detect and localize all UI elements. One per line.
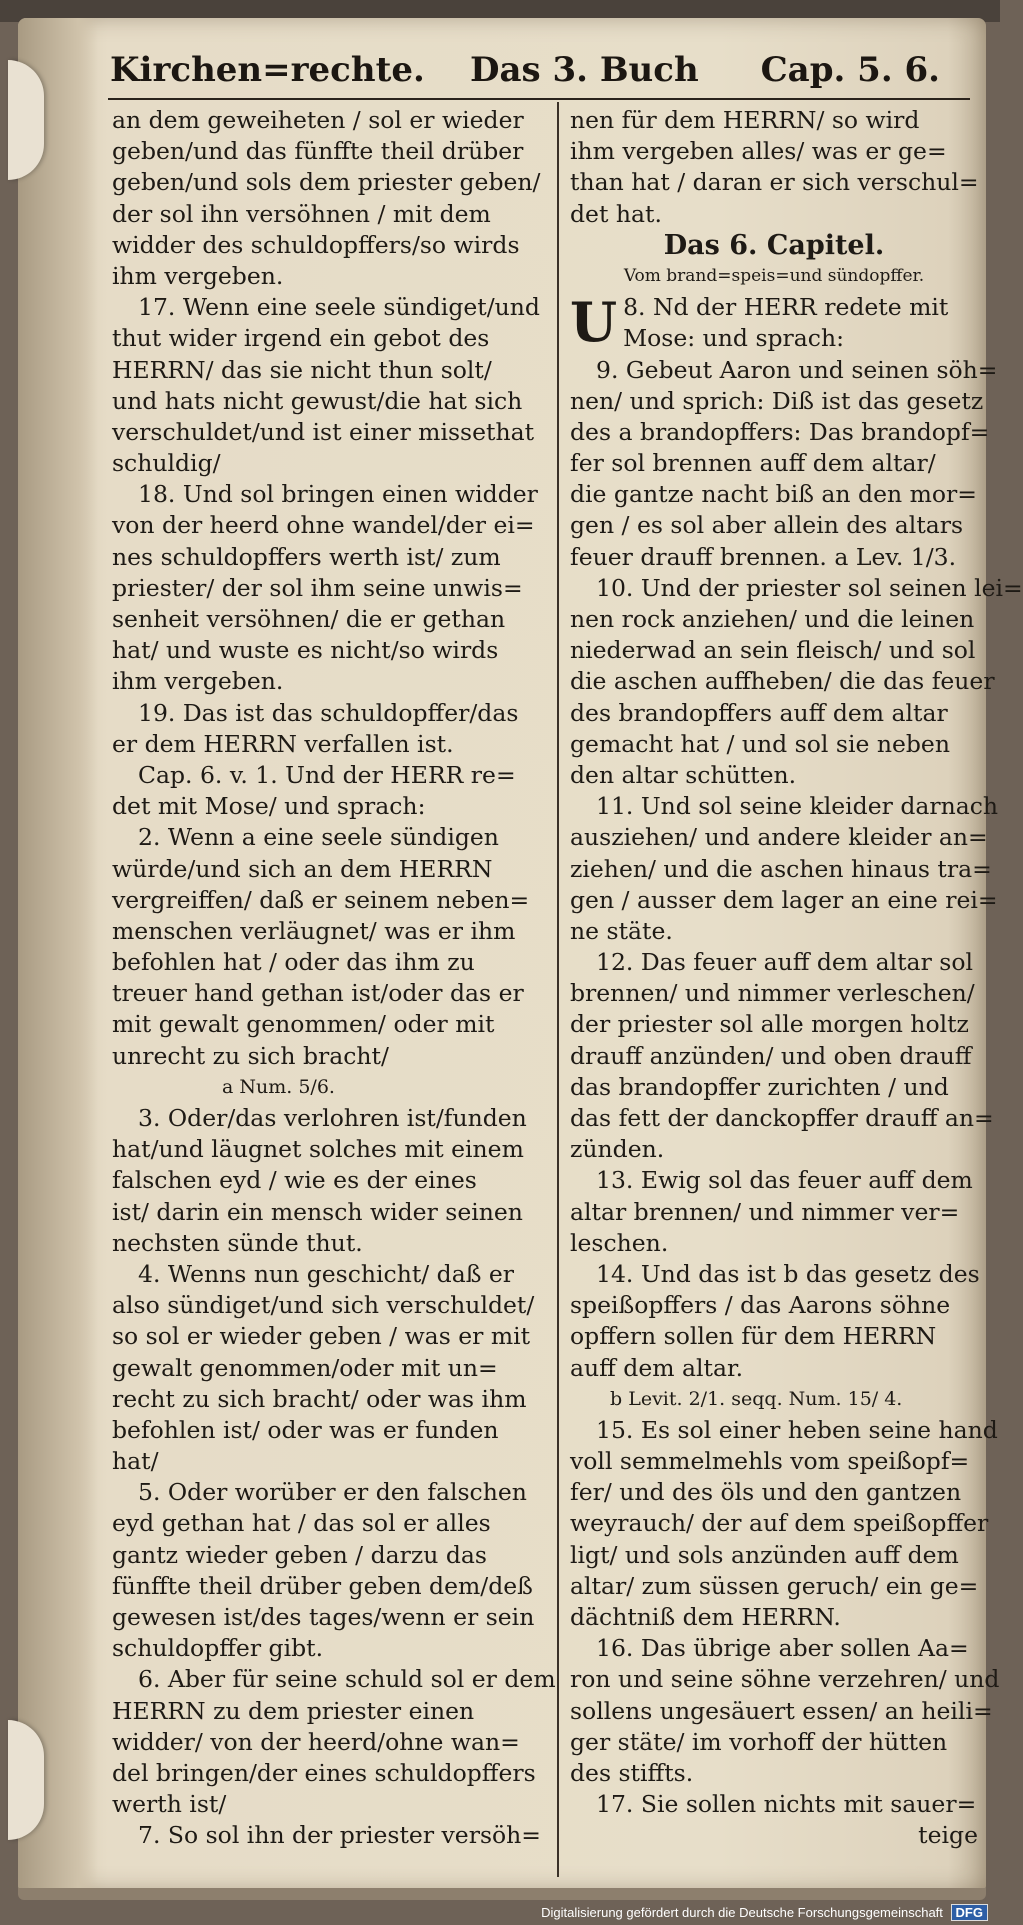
text-line: auff dem altar. <box>570 1353 744 1382</box>
text-line: ihm vergeben alles/ was er ge= <box>570 137 947 166</box>
text-line: 17. Wenn eine seele sündiget/und <box>138 293 540 322</box>
text-line: Cap. 6. v. 1. Und der HERR re= <box>138 760 516 789</box>
text-line: 19. Das ist das schuldopffer/das <box>138 698 519 727</box>
text-line: gen / ausser dem lager an eine rei= <box>570 885 998 914</box>
text-line: 11. Und sol seine kleider darnach <box>596 792 999 821</box>
text-line: befohlen ist/ oder was er funden <box>112 1415 499 1444</box>
page-edge <box>18 1888 986 1900</box>
text-line: nes schuldopffers werth ist/ zum <box>112 542 501 571</box>
text-line: 12. Das feuer auff dem altar sol <box>596 948 973 977</box>
text-line: ausziehen/ und andere kleider an= <box>570 823 988 852</box>
text-line: 15. Es sol einer heben seine hand <box>596 1415 998 1444</box>
text-line: 13. Ewig sol das feuer auff dem <box>596 1166 973 1195</box>
text-line: ger stäte/ im vorhoff der hütten <box>570 1727 948 1756</box>
text-line: der sol ihn versöhnen / mit dem <box>112 199 491 228</box>
text-line: ihm vergeben. <box>112 261 284 290</box>
header-right: Cap. 5. 6. <box>760 50 940 90</box>
initial-letter: U <box>570 290 618 355</box>
text-line: gantz wieder geben / darzu das <box>112 1540 487 1569</box>
text-line: 14. Und das ist b das gesetz des <box>596 1259 980 1288</box>
funding-text: Digitalisierung gefördert durch die Deutsche Forschungsgemeinschaft <box>541 1905 943 1920</box>
text-line: mit gewalt genommen/ oder mit <box>112 1010 495 1039</box>
text-line: det mit Mose/ und sprach: <box>112 792 426 821</box>
left-column <box>112 105 556 1852</box>
text-line: niederwad an sein fleisch/ und sol <box>570 636 976 665</box>
text-line: 18. Und sol bringen einen widder <box>138 480 538 509</box>
text-line: 5. Oder worüber er den falschen <box>138 1478 527 1507</box>
text-line: brennen/ und nimmer verleschen/ <box>570 979 975 1008</box>
page-clip-top <box>8 60 44 180</box>
text-line: unrecht zu sich bracht/ <box>112 1041 389 1070</box>
text-line: thut wider irgend ein gebot des <box>112 324 490 353</box>
text-line: speißopffers / das Aarons söhne <box>570 1291 951 1320</box>
text-line: nen rock anziehen/ und die leinen <box>570 605 975 634</box>
text-line: ist/ darin ein mensch wider seinen <box>112 1197 523 1226</box>
text-line: 3. Oder/das verlohren ist/funden <box>138 1104 527 1132</box>
footnote: b Levit. 2/1. seqq. Num. 15/ 4. <box>610 1387 903 1410</box>
text-line: befohlen hat / oder das ihm zu <box>112 948 475 977</box>
text-line: ihm vergeben. <box>112 667 284 696</box>
running-header <box>110 50 940 100</box>
text-line: gemacht hat / und sol sie neben <box>570 729 950 758</box>
text-line: an dem geweiheten / sol er wieder <box>112 106 524 134</box>
text-line: sollens ungesäuert essen/ an heili= <box>570 1696 993 1725</box>
page-gutter <box>18 18 98 1890</box>
funding-note <box>541 1904 988 1921</box>
text-line: det hat. <box>570 199 662 228</box>
text-line: und hats nicht gewust/die hat sich <box>112 386 523 415</box>
text-line: altar/ zum süssen geruch/ ein ge= <box>570 1571 979 1600</box>
text-line: ligt/ und sols anzünden auff dem <box>570 1540 959 1569</box>
text-line: nen für dem HERRN/ so wird <box>570 106 920 134</box>
text-line: 7. So sol ihn der priester versöh= <box>138 1821 541 1850</box>
text-line: altar brennen/ und nimmer ver= <box>570 1197 960 1226</box>
text-line: 4. Wenns nun geschicht/ daß er <box>138 1259 515 1288</box>
text-line: feuer drauff brennen. a Lev. 1/3. <box>570 542 957 571</box>
text-line: geben/und das fünffte theil drüber <box>112 137 524 166</box>
text-line: 6. Aber für seine schuld sol er dem <box>138 1665 556 1694</box>
text-line: 9. Gebeut Aaron und seinen söh= <box>596 355 998 384</box>
text-line: voll semmelmehls vom speißopf= <box>570 1447 970 1476</box>
text-line: des a brandopffers: Das brandopf= <box>570 417 990 446</box>
text-line: HERRN/ das sie nicht thun solt/ <box>112 355 492 384</box>
text-line: ne stäte. <box>570 916 673 945</box>
verse-8-line: Mose: und sprach: <box>623 324 845 353</box>
text-line: leschen. <box>570 1228 669 1257</box>
text-line: würde/und sich an dem HERRN <box>112 854 493 883</box>
text-line: der priester sol alle morgen holtz <box>570 1010 969 1039</box>
header-rule <box>108 98 970 100</box>
text-line: schuldig/ <box>112 449 221 478</box>
dfg-logo: DFG <box>951 1904 988 1921</box>
text-line: also sündiget/und sich verschuldet/ <box>112 1291 535 1320</box>
text-line: treuer hand gethan ist/oder das er <box>112 979 524 1008</box>
text-line: von der heerd ohne wandel/der ei= <box>112 511 535 540</box>
text-line: senheit versöhnen/ die er gethan <box>112 605 506 633</box>
text-line: zünden. <box>570 1135 665 1164</box>
text-line: eyd gethan hat / das sol er alles <box>112 1509 491 1538</box>
text-line: ziehen/ und die aschen hinaus tra= <box>570 854 992 883</box>
text-line: das brandopffer zurichten / und <box>570 1072 949 1101</box>
text-line: geben/und sols dem priester geben/ <box>112 168 541 197</box>
text-line: hat/und läugnet solches mit einem <box>112 1135 524 1164</box>
text-line: hat/ und wuste es nicht/so wirds <box>112 636 499 665</box>
text-line: fer sol brennen auff dem altar/ <box>570 449 936 478</box>
text-line: werth ist/ <box>112 1790 227 1819</box>
text-line: widder des schuldopffers/so wirds <box>112 230 520 259</box>
chapter-heading: Das 6. Capitel. <box>663 229 885 261</box>
text-line: 2. Wenn a eine seele sündigen <box>138 823 499 852</box>
text-line: recht zu sich bracht/ oder was ihm <box>112 1384 527 1413</box>
catchword: teige <box>918 1821 978 1850</box>
text-line: schuldopffer gibt. <box>112 1634 324 1663</box>
text-line: gen / es sol aber allein des altars <box>570 511 964 540</box>
verse-8-line: 8. Nd der HERR redete mit <box>623 293 949 322</box>
text-line: nechsten sünde thut. <box>112 1228 363 1257</box>
page-clip-bottom <box>8 1720 44 1840</box>
text-line: die gantze nacht biß an den mor= <box>570 480 977 509</box>
text-line: die aschen auffheben/ die das feuer <box>570 667 995 696</box>
text-line: er dem HERRN verfallen ist. <box>112 729 454 758</box>
text-line: ron und seine söhne verzehren/ und <box>570 1665 1000 1694</box>
column-divider <box>557 102 559 1877</box>
text-line: dächtniß dem HERRN. <box>570 1603 841 1632</box>
text-line: nen/ und sprich: Diß ist das gesetz <box>570 386 984 415</box>
text-line: fünffte theil drüber geben dem/deß <box>112 1571 533 1600</box>
text-line: 16. Das übrige aber sollen Aa= <box>596 1634 969 1663</box>
right-column <box>570 105 1023 1852</box>
text-line: widder/ von der heerd/ohne wan= <box>112 1727 520 1756</box>
text-line: falschen eyd / wie es der eines <box>112 1166 477 1195</box>
text-line: opffern sollen für dem HERRN <box>570 1322 937 1351</box>
text-line: fer/ und des öls und den gantzen <box>570 1478 962 1507</box>
text-line: so sol er wieder geben / was er mit <box>112 1322 531 1351</box>
text-line: den altar schütten. <box>570 760 797 789</box>
text-line: des brandopffers auff dem altar <box>570 698 948 727</box>
chapter-summary: Vom brand=speis=und sündopffer. <box>623 265 925 286</box>
text-line: del bringen/der eines schuldopffers <box>112 1758 536 1787</box>
text-line: 17. Sie sollen nichts mit sauer= <box>596 1790 977 1819</box>
text-line: hat/ <box>112 1447 159 1476</box>
text-line: priester/ der sol ihm seine unwis= <box>112 573 523 602</box>
text-line: gewalt genommen/oder mit un= <box>112 1353 498 1382</box>
verse-8 <box>570 292 978 354</box>
header-left: Kirchen=rechte. <box>110 50 425 90</box>
text-line: verschuldet/und ist einer missethat <box>112 417 535 446</box>
text-line: drauff anzünden/ und oben drauff <box>570 1041 972 1070</box>
text-line: gewesen ist/des tages/wenn er sein <box>112 1603 535 1631</box>
text-line: than hat / daran er sich verschul= <box>570 168 979 197</box>
text-line: des stiffts. <box>570 1758 694 1787</box>
text-line: 10. Und der priester sol seinen lei= <box>596 573 1023 602</box>
text-line: vergreiffen/ daß er seinem neben= <box>112 885 530 914</box>
header-center: Das 3. Buch <box>470 50 699 90</box>
text-line: das fett der danckopffer drauff an= <box>570 1104 994 1133</box>
text-line: menschen verläugnet/ was er ihm <box>112 916 516 945</box>
text-line: weyrauch/ der auf dem speißopffer <box>570 1509 989 1538</box>
text-line: HERRN zu dem priester einen <box>112 1696 475 1725</box>
footnote: a Num. 5/6. <box>222 1075 335 1098</box>
